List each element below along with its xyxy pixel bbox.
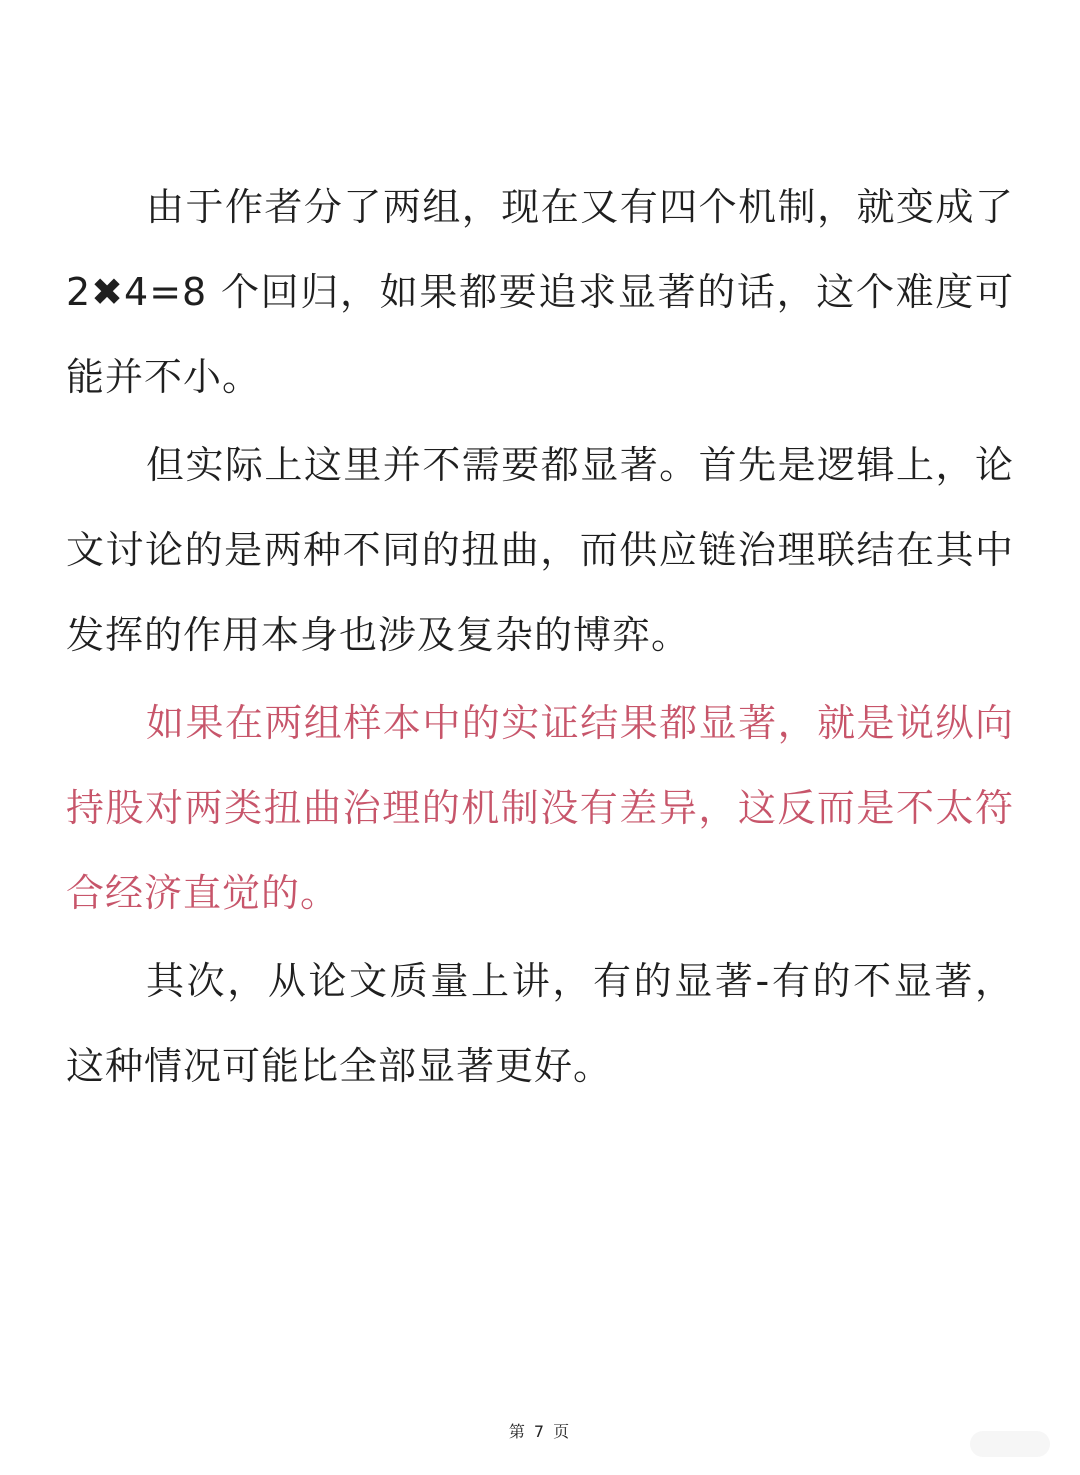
paragraph-4: 其次，从论文质量上讲，有的显著-有的不显著，这种情况可能比全部显著更好。 [66,959,1014,1088]
document-body [66,165,1014,1109]
page-number: 第 7 页 [508,1422,572,1441]
paragraph-3-highlighted: 如果在两组样本中的实证结果都显著，就是说纵向持股对两类扭曲治理的机制没有差异，这反而是不太符合经济直觉的。 [66,701,1014,915]
paragraph-1: 由于作者分了两组，现在又有四个机制，就变成了2✖4=8 个回归，如果都要追求显著的话，这个难度可能并不小。 [66,185,1014,399]
paragraph-2: 但实际上这里并不需要都显著。首先是逻辑上，论文讨论的是两种不同的扭曲，而供应链治理联结在其中发挥的作用本身也涉及复杂的博弈。 [66,443,1014,657]
watermark [970,1431,1050,1457]
